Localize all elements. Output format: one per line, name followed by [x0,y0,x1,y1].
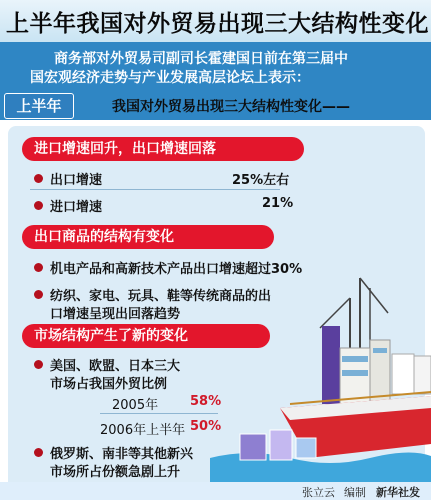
year-2006h1-label: 2006年上半年 [100,423,186,438]
period-tag: 上半年 [4,93,74,119]
page-title: 上半年我国对外贸易出现三大结构性变化 [6,11,429,37]
year-2005-value: 58% [190,394,222,409]
bullet-icon [34,448,43,457]
lead-line-2: 国宏观经济走势与产业发展高层论坛上表示： [30,70,310,86]
bullet-icon [34,360,43,369]
cargo-ship-illustration [210,258,431,482]
section-3-item-2-line-1: 俄罗斯、南非等其他新兴 [50,447,194,462]
credit-agency: 新华社发 [376,486,420,499]
credit-author: 张立云 [302,486,335,499]
divider [100,413,218,414]
bullet-icon [34,290,43,299]
section-3-item-1-line-1: 美国、欧盟、日本三大 [50,359,181,374]
section-3-item-2-line-2: 市场所占份额急剧上升 [50,465,181,480]
section-3-title: 市场结构产生了新的变化 [22,324,270,348]
section-2-item-2-line-1: 纺织、家电、玩具、鞋等传统商品的出 [50,289,272,304]
section-2-title: 出口商品的结构有变化 [22,225,274,249]
credit-bar [0,482,431,500]
bullet-icon [34,201,43,210]
year-2006h1-value: 50% [190,419,222,434]
section-2-item-2-line-2: 口增速呈现出回落趋势 [50,307,181,322]
export-growth-label: 出口增速 [50,173,103,188]
credit-role: 编制 [344,486,366,499]
section-1-title: 进口增速回升，出口增速回落 [22,137,304,161]
section-2-item-1: 机电产品和高新技术产品出口增速超过30% [50,262,303,277]
bullet-icon [34,174,43,183]
export-growth-value: 25%左右 [232,173,290,188]
bullet-icon [34,263,43,272]
lead-line-1: 商务部对外贸易司副司长霍建国日前在第三届中 [54,51,348,67]
lead-paragraph [0,42,431,90]
subhead: 我国对外贸易出现三大结构性变化—— [112,99,350,115]
year-2005-label: 2005年 [112,398,159,413]
import-growth-value: 21% [262,196,294,211]
section-3-item-1-line-2: 市场占我国外贸比例 [50,377,168,392]
import-growth-label: 进口增速 [50,200,103,215]
divider [30,189,280,190]
